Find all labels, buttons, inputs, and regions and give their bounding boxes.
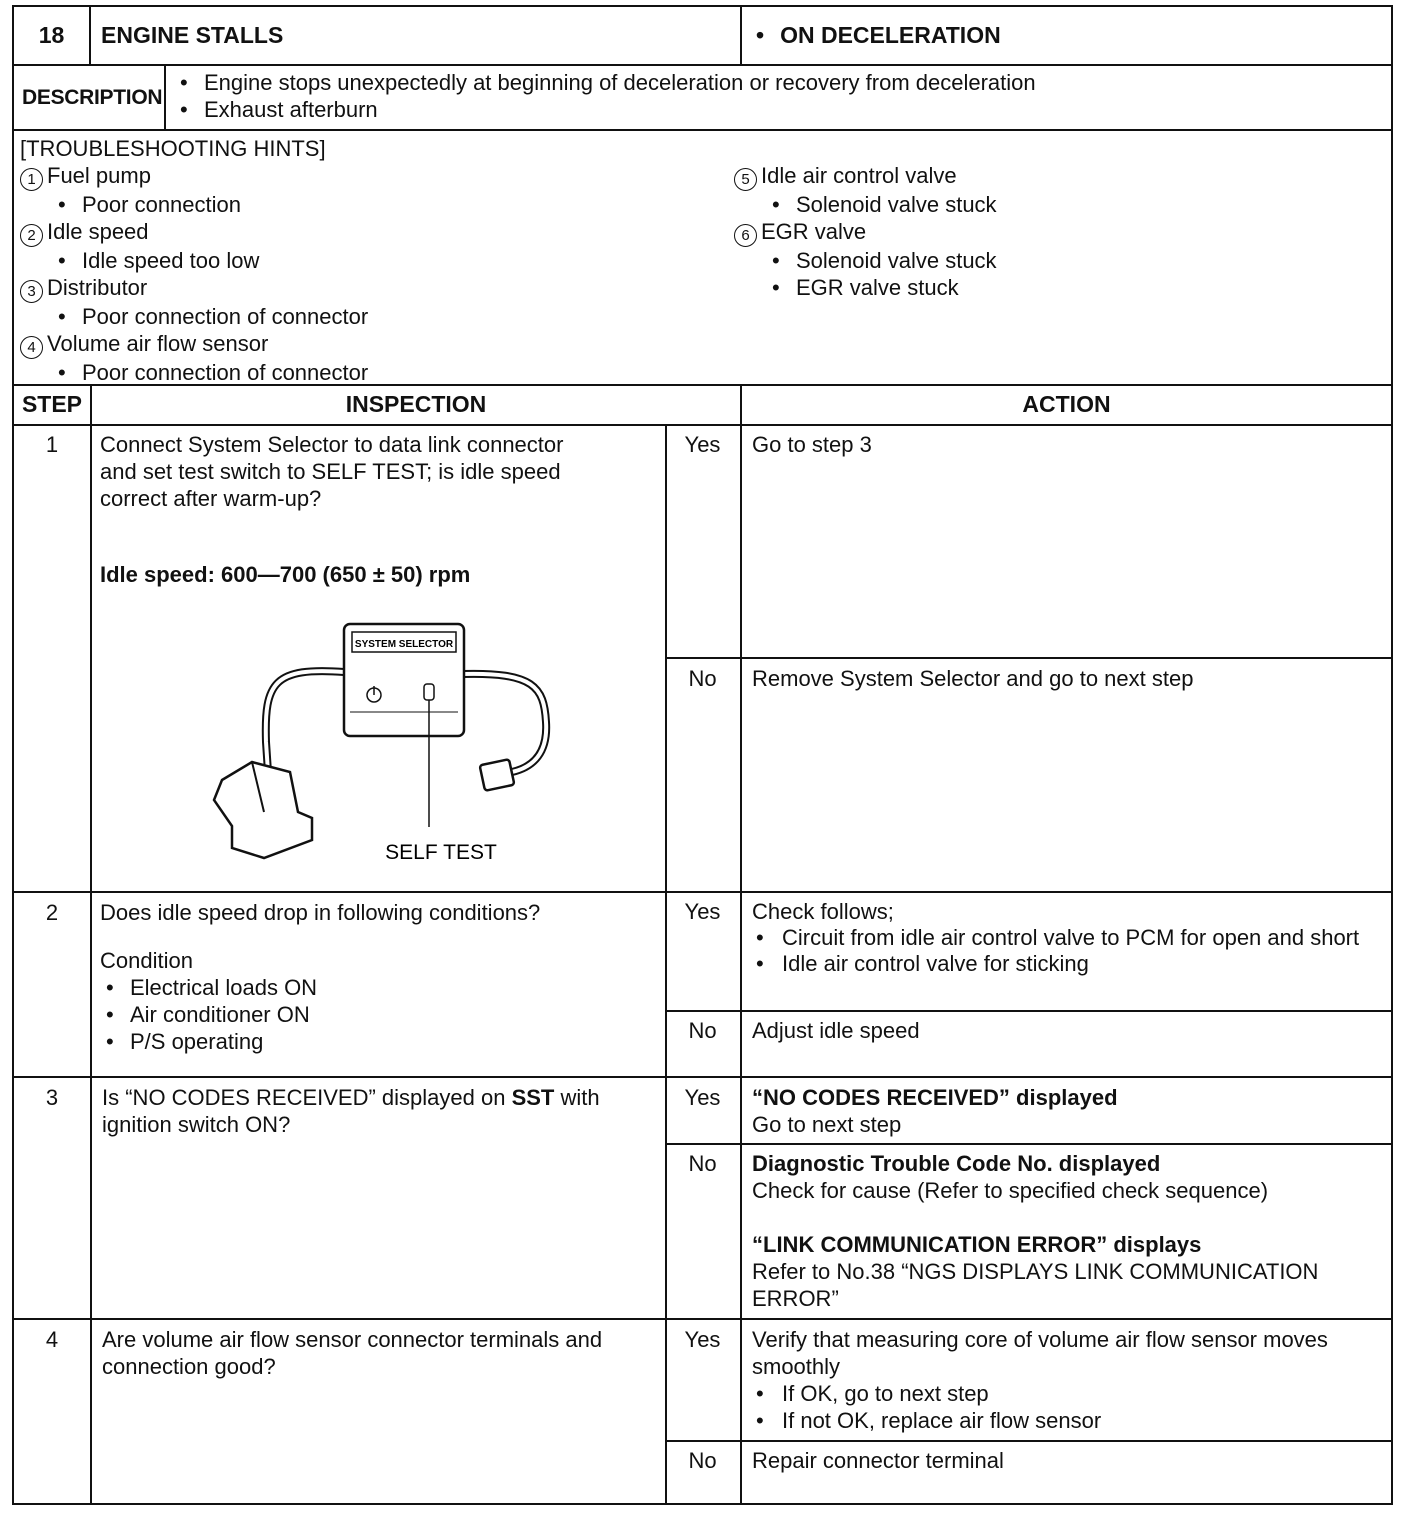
action-item: • Idle air control valve for sticking [752,950,1380,977]
step2-inspection: Does idle speed drop in following conditions? [100,900,541,925]
step1-yes-action: Go to step 3 [752,432,872,457]
hint-sub: • Poor connection [20,191,368,218]
rule-step3-bottom [14,1318,1391,1320]
hint-number: 4 [20,336,43,359]
hint-item [20,218,368,247]
description-item: • Engine stops unexpectedly at beginning of deceleration or recovery from deceleration [174,69,1036,96]
step2-conditions [100,974,317,1055]
hint-sub: • Solenoid valve stuck [734,191,997,218]
action-text: Verify that measuring core of volume air flow sensor moves smoothly [752,1327,1328,1379]
step4-yes-action [752,1326,1352,1434]
self-test-callout: SELF TEST [385,841,497,862]
condition-text: ON DECELERATION [780,22,1001,48]
idle-speed-spec: Idle speed: 600—700 (650 ± 50) rpm [100,562,471,587]
answer-no: No [688,1018,717,1043]
section-number: 18 [38,22,65,48]
inspection-sst: SST [511,1085,555,1110]
hint-label: Volume air flow sensor [47,331,269,356]
step-number: 3 [45,1085,59,1110]
action-text: Go to next step [752,1112,902,1137]
hint-label: EGR valve [761,219,867,244]
right-connector [480,759,515,791]
rule-step2-bottom [14,1076,1391,1078]
answer-no: No [688,1448,717,1473]
step2-yes-action [752,898,1380,977]
left-cable [266,671,344,772]
column-header-action: ACTION [1022,391,1111,417]
step-number: 4 [45,1327,59,1352]
selector-test-switch [424,684,434,700]
action-item: • Circuit from idle air control valve to PCM for open and short [752,925,1380,950]
column-header-inspection: INSPECTION [345,391,487,417]
step3-no-action [752,1150,1382,1312]
step1-inspection [100,431,563,512]
hint-label: Distributor [47,275,148,300]
inspection-line: ignition switch ON? [102,1112,291,1137]
action-text: Refer to No.38 “NGS DISPLAYS LINK COMMUNICATION ERROR” [752,1259,1319,1311]
rule-step1-bottom [14,891,1391,893]
column-header-step: STEP [21,391,83,417]
rule-header-num-divider [89,7,91,64]
hint-sub: • Poor connection of connector [20,359,368,386]
rule-header-title-divider [740,7,742,64]
action-item: • If not OK, replace air flow sensor [752,1407,1352,1434]
system-selector-illustration [194,612,614,862]
rule-description-divider [164,64,166,129]
answer-yes: Yes [684,432,721,457]
inspection-text: with [554,1085,600,1110]
troubleshooting-sheet [12,5,1393,1505]
selector-label-text: SYSTEM SELECTOR [354,639,454,650]
hint-item [734,162,997,191]
answer-yes: Yes [684,899,721,924]
hint-number: 3 [20,280,43,303]
rule-description-bottom [14,129,1391,131]
action-item: • If OK, go to next step [752,1380,1352,1407]
section-condition [752,22,1001,49]
action-title: “LINK COMMUNICATION ERROR” displays [752,1232,1202,1257]
hint-label: Fuel pump [47,163,151,188]
action-title: “NO CODES RECEIVED” displayed [752,1085,1118,1110]
hint-sub: • Solenoid valve stuck [734,247,997,274]
step1-no-action: Remove System Selector and go to next step [752,666,1194,691]
step-number: 1 [45,432,59,457]
hint-number: 6 [734,224,757,247]
answer-no: No [688,1151,717,1176]
action-text: Check for cause (Refer to specified check sequence) [752,1178,1269,1203]
hint-sub: • Poor connection of connector [20,303,368,330]
rule-header-bottom [14,64,1391,66]
hint-number: 1 [20,168,43,191]
hint-label: Idle air control valve [761,163,957,188]
hint-number: 2 [20,224,43,247]
answer-yes: Yes [684,1085,721,1110]
description-list [174,69,1036,123]
hints-right-column [734,162,997,301]
step4-no-action: Repair connector terminal [752,1448,1004,1473]
step2-no-action: Adjust idle speed [752,1018,920,1043]
rule-table-header-bottom [14,424,1391,426]
condition-bullet: • [756,22,765,48]
hint-number: 5 [734,168,757,191]
description-item: • Exhaust afterburn [174,96,1036,123]
action-title: Check follows; [752,899,894,924]
inspection-line: and set test switch to SELF TEST; is idle speed [100,459,561,484]
inspection-line: Are volume air flow sensor connector terminals and [102,1327,603,1352]
hint-sub: • Idle speed too low [20,247,368,274]
rule-step4-yes-no [665,1440,1391,1442]
hints-left-column [20,162,368,386]
hint-item [20,162,368,191]
rule-step1-yes-no [665,657,1391,659]
hint-sub: • EGR valve stuck [734,274,997,301]
description-label: DESCRIPTION [22,86,163,109]
hint-label: Idle speed [47,219,149,244]
hints-title: [TROUBLESHOOTING HINTS] [20,136,326,161]
condition-item: • Air conditioner ON [100,1001,317,1028]
inspection-text: Is “NO CODES RECEIVED” displayed on [102,1085,512,1110]
section-title: ENGINE STALLS [101,22,284,48]
condition-item: • P/S operating [100,1028,317,1055]
action-title: Diagnostic Trouble Code No. displayed [752,1151,1161,1176]
answer-yes: Yes [684,1327,721,1352]
step4-inspection [102,1326,602,1380]
answer-no: No [688,666,717,691]
rule-action-column [740,384,742,1503]
step2-condition-label: Condition [100,948,193,973]
inspection-line: Connect System Selector to data link connector [100,432,564,457]
condition-item: • Electrical loads ON [100,974,317,1001]
inspection-line: correct after warm-up? [100,486,322,511]
rule-step3-yes-no [665,1143,1391,1145]
step3-inspection [102,1084,600,1138]
inspection-line [102,1084,600,1111]
inspection-line: connection good? [102,1354,276,1379]
hint-item [20,274,368,303]
step-number: 2 [45,900,59,925]
rule-step2-yes-no [665,1010,1391,1012]
hint-item [20,330,368,359]
hint-item [734,218,997,247]
step3-yes-action [752,1084,1118,1138]
rule-step-column [90,384,92,1503]
